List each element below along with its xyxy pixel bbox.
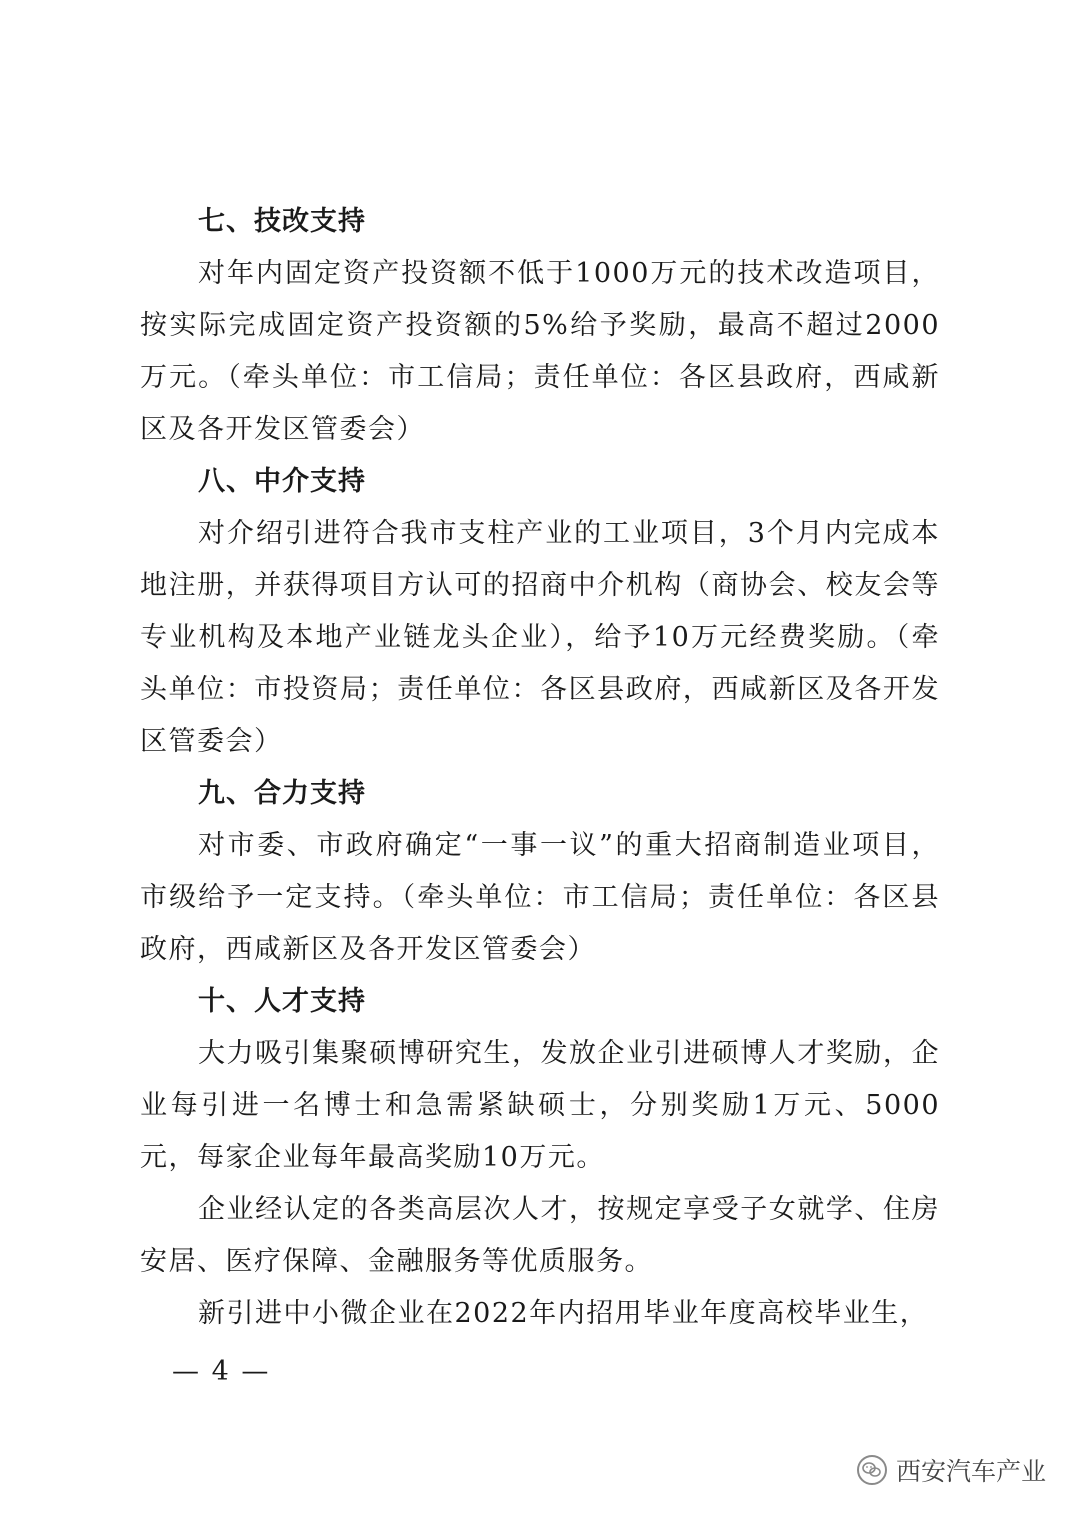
document-body (140, 196, 940, 1340)
source-watermark (856, 1452, 1046, 1488)
page-number: — 4 — (172, 1356, 271, 1387)
section-heading-8: 八、中介支持 (198, 466, 366, 497)
section-paragraph: 对年内固定资产投资额不低于1000万元的技术改造项目，按实际完成固定资产投资额的5%给予奖励，最高不超过2000万元。（牵头单位：市工信局；责任单位：各区县政府，西咸新区及各开发区管委会） (140, 258, 940, 445)
section-paragraph: 对市委、市政府确定“一事一议”的重大招商制造业项目，市级给予一定支持。（牵头单位：市工信局；责任单位：各区县政府，西咸新区及各开发区管委会） (140, 830, 940, 965)
wechat-icon (856, 1454, 888, 1486)
section-paragraph: 企业经认定的各类高层次人才，按规定享受子女就学、住房安居、医疗保障、金融服务等优质服务。 (140, 1194, 940, 1277)
watermark-text: 西安汽车产业 (895, 1457, 1046, 1486)
section-heading-10: 十、人才支持 (198, 986, 366, 1017)
section-paragraph: 对介绍引进符合我市支柱产业的工业项目，3个月内完成本地注册，并获得项目方认可的招商中介机构（商协会、校友会等专业机构及本地产业链龙头企业），给予10万元经费奖励。（牵头单位：市投资局；责任单位：各区县政府，西咸新区及各开发区管委会） (140, 518, 940, 757)
section-paragraph: 大力吸引集聚硕博研究生，发放企业引进硕博人才奖励，企业每引进一名博士和急需紧缺硕士，分别奖励1万元、5000元，每家企业每年最高奖励10万元。 (140, 1038, 940, 1173)
section-paragraph: 新引进中小微企业在2022年内招用毕业年度高校毕业生， (198, 1298, 929, 1329)
section-heading-9: 九、合力支持 (198, 778, 366, 809)
section-heading-7: 七、技改支持 (198, 206, 366, 237)
